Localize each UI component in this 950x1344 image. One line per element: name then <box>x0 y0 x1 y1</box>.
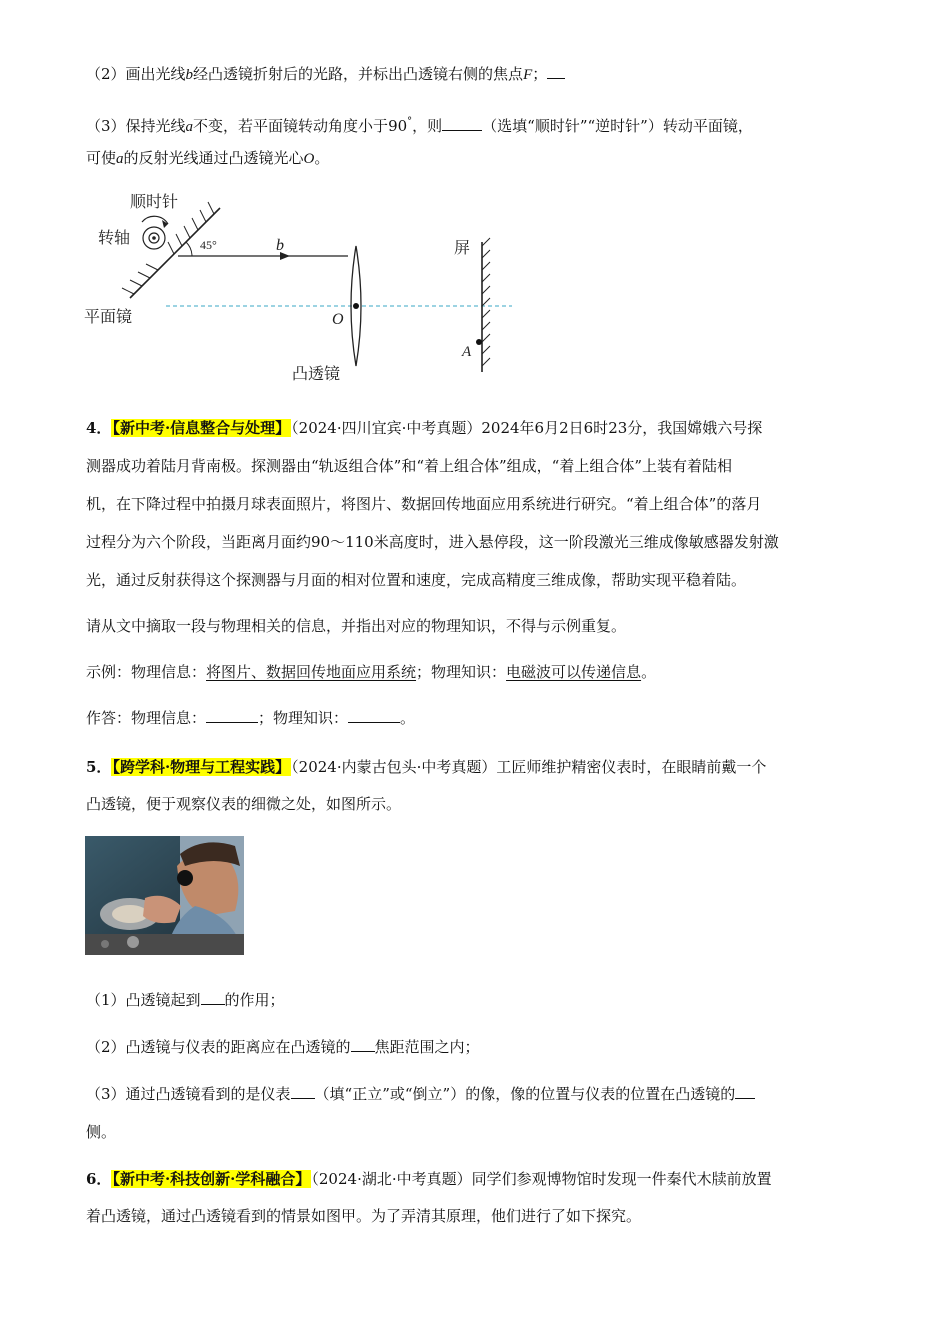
plane-mirror <box>130 208 220 298</box>
focus-f-var: F <box>523 67 533 83</box>
q4-answer-label2: ；物理知识： <box>258 709 349 727</box>
q3-sub3-text2: 不变，若平面镜转动角度小于 <box>193 117 389 135</box>
q3-sub3-choice: （选填“顺时针”“逆时针”）转动平面镜， <box>482 117 753 135</box>
center-o-var: O <box>303 151 315 167</box>
q6-text-1: （2024·湖北·中考真题）同学们参观博物馆时发现一件秦代木牍前放置 <box>311 1170 772 1188</box>
angle-value: 90 <box>388 117 408 135</box>
q4-example-label2: ；物理知识： <box>416 663 507 681</box>
ray-a-var: a <box>185 119 194 135</box>
q6-line1 <box>86 1169 866 1189</box>
rotation-axis-icon <box>143 227 165 249</box>
q3-sub3-l2-text2: 的反射光线通过凸透镜光心 <box>123 149 304 167</box>
ray-a-var-2: a <box>116 151 124 167</box>
label-point-a: A <box>462 344 472 360</box>
q4-number: 4． <box>86 419 112 437</box>
q4-example-knowledge: 电磁波可以传递信息 <box>506 663 642 681</box>
q5-sub2-post: 焦距范围之内； <box>374 1038 480 1056</box>
q4-text-2: 机，在下降过程中拍摄月球表面照片，将图片、数据回传地面应用系统进行研究。“着上组合体”的落月 <box>86 495 762 513</box>
q4-example-label1: 示例：物理信息： <box>86 663 207 681</box>
q5-tag: 【跨学科·物理与工程实践】 <box>112 758 291 776</box>
q5-sub2 <box>86 1037 866 1057</box>
q4-tag: 【新中考·信息整合与处理】 <box>112 419 291 437</box>
degree-symbol: ° <box>407 116 413 127</box>
q3-sub2-blank[interactable] <box>547 64 565 79</box>
q4-text-4: 光，通过反射获得这个探测器与月面的相对位置和速度，完成高精度三维成像，帮助实现平稳着陆。 <box>86 571 747 589</box>
q4-line1 <box>86 418 866 438</box>
q6-text-2: 着凸透镜，通过凸透镜看到的情景如图甲。为了弄清其原理，他们进行了如下探究。 <box>86 1207 642 1225</box>
q6-tag: 【新中考·科技创新·学科融合】 <box>112 1170 311 1188</box>
q4-text-3: 过程分为六个阶段，当距离月面约90～110米高度时，进入悬停段，这一阶段激光三维成像敏感器发射激 <box>86 533 779 551</box>
q4-knowledge-blank[interactable] <box>348 708 400 723</box>
q3-sub3-line2 <box>86 148 866 169</box>
q5-sub3-blank1[interactable] <box>291 1084 315 1099</box>
q4-text-1: 测器成功着陆月背南极。探测器由“轨返组合体”和“着上组合体”组成，“着上组合体”上装有着陆相 <box>86 457 733 475</box>
label-screen: 屏 <box>454 238 471 257</box>
q4-example-end: 。 <box>641 663 657 681</box>
q5-text-2: 凸透镜，便于观察仪表的细微之处，如图所示。 <box>86 795 402 813</box>
q5-text-1: （2024·内蒙古包头·中考真题）工匠师维护精密仪表时，在眼睛前戴一个 <box>291 758 767 776</box>
point-a-dot <box>476 339 482 345</box>
label-axis: 转轴 <box>98 228 131 247</box>
label-lens: 凸透镜 <box>292 364 341 383</box>
q3-sub3-line1 <box>86 112 866 137</box>
q3-sub2-end: ； <box>532 65 548 83</box>
q3-sub3-l2-end: 。 <box>314 149 330 167</box>
q5-sub1 <box>86 990 866 1010</box>
q4-text-0: （2024·四川宜宾·中考真题）2024年6月2日6时23分，我国嫦娥六号探 <box>291 419 763 437</box>
q3-sub3-text: （3）保持光线 <box>86 117 186 135</box>
q4-example <box>86 662 866 682</box>
q5-sub1-blank[interactable] <box>201 990 225 1005</box>
q5-sub2-blank[interactable] <box>351 1037 375 1052</box>
q3-sub3-l2-text: 可使 <box>86 149 117 167</box>
q3-sub2-text: （2）画出光线 <box>86 65 186 83</box>
q5-sub3-blank2[interactable] <box>735 1084 755 1099</box>
q4-answer-end: 。 <box>400 709 416 727</box>
q5-sub3-mid: （填“正立”或“倒立”）的像，像的位置与仪表的位置在凸透镜的 <box>314 1085 736 1103</box>
q5-sub1-pre: （1）凸透镜起到 <box>86 991 201 1009</box>
q4-info-blank[interactable] <box>206 708 258 723</box>
q3-sub2-text2: 经凸透镜折射后的光路，并标出凸透镜右侧的焦点 <box>193 65 524 83</box>
q6-number: 6． <box>86 1170 112 1188</box>
screen-hatch <box>482 238 490 366</box>
label-center-o: O <box>332 311 344 328</box>
label-clockwise: 顺时针 <box>130 192 179 211</box>
q4-answer-label1: 作答：物理信息： <box>86 709 207 727</box>
q5-sub1-post: 的作用； <box>224 991 285 1009</box>
label-angle: 45° <box>200 238 217 252</box>
optical-center-dot <box>353 303 359 309</box>
q3-sub2 <box>86 64 866 85</box>
q5-sub2-pre: （2）凸透镜与仪表的距离应在凸透镜的 <box>86 1038 351 1056</box>
q4-example-info: 将图片、数据回传地面应用系统 <box>206 663 417 681</box>
optics-diagram <box>84 186 524 386</box>
q5-sub3-line1 <box>86 1084 866 1104</box>
angle-arc <box>186 242 192 256</box>
q5-sub3-pre: （3）通过凸透镜看到的是仪表 <box>86 1085 291 1103</box>
clockwise-arrow-head <box>162 220 168 228</box>
q3-sub3-text3: ，则 <box>412 117 443 135</box>
q4-answer <box>86 708 866 728</box>
watchmaker-photo <box>85 836 244 955</box>
q5-number: 5． <box>86 758 112 776</box>
q4-prompt: 请从文中摘取一段与物理相关的信息，并指出对应的物理知识，不得与示例重复。 <box>86 617 627 635</box>
q3-sub3-blank[interactable] <box>442 116 482 131</box>
q5-line1 <box>86 757 866 777</box>
label-mirror: 平面镜 <box>84 307 133 326</box>
q5-sub3-line2: 侧。 <box>86 1123 117 1141</box>
label-ray-b: b <box>276 237 284 254</box>
ray-b-var: b <box>185 67 194 83</box>
